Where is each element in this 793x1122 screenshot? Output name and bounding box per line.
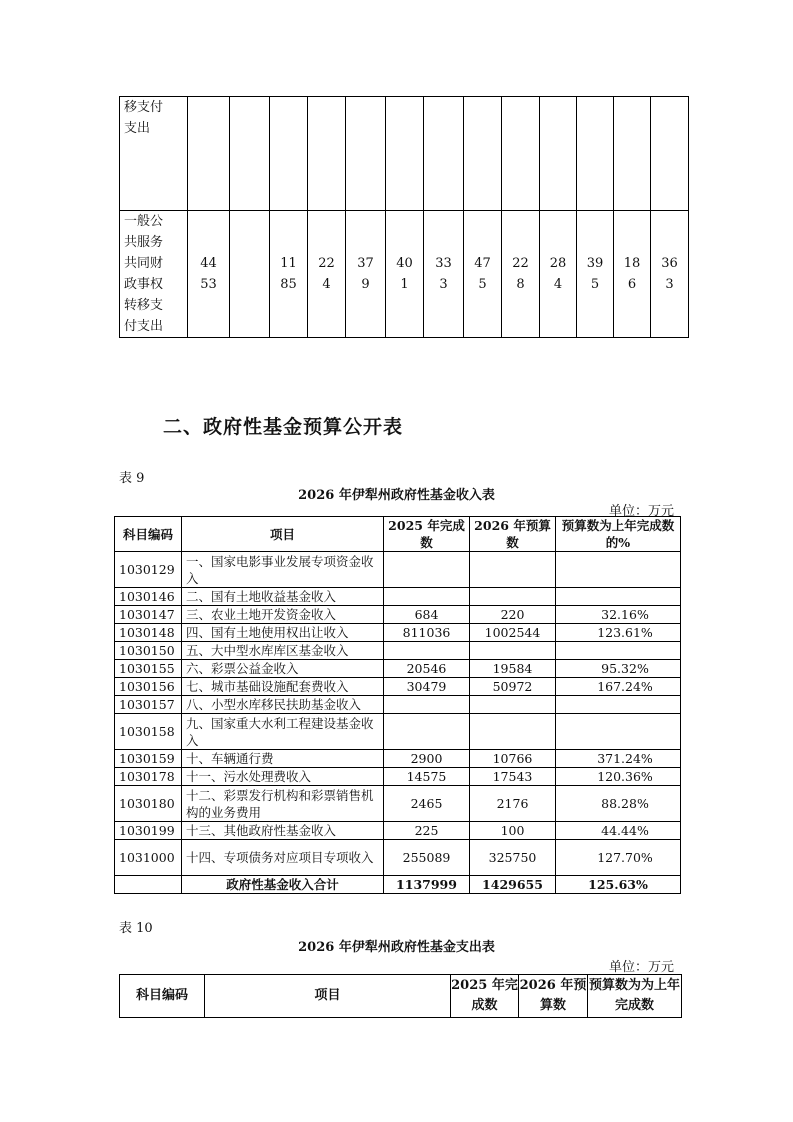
cell-value — [188, 97, 230, 211]
cell-value — [386, 211, 424, 338]
row-code: 1030180 — [115, 786, 182, 822]
row-budget-2026: 19584 — [470, 660, 556, 678]
total-code — [115, 876, 182, 894]
row-budget-2026: 220 — [470, 606, 556, 624]
table-row — [115, 840, 681, 876]
cell-value — [230, 211, 270, 338]
fund-expenditure-table — [119, 974, 682, 1018]
table-row — [115, 822, 681, 840]
cell-value — [346, 97, 386, 211]
row-item: 三、农业土地开发资金收入 — [182, 606, 384, 624]
row-name-text: 移支付支出 — [124, 100, 164, 136]
cell-value-text: 363 — [661, 256, 678, 292]
fund-revenue-table — [114, 516, 681, 894]
row-done-2025: 14575 — [384, 768, 470, 786]
table-row — [115, 660, 681, 678]
header-ratio: 预算数为为上年完成数 — [588, 975, 682, 1018]
row-ratio: 371.24% — [556, 750, 681, 768]
row-code: 1030147 — [115, 606, 182, 624]
row-ratio: 120.36% — [556, 768, 681, 786]
cell-value-text: 401 — [396, 256, 413, 292]
section-title: 二、政府性基金预算公开表 — [163, 416, 404, 438]
cell-value — [577, 211, 614, 338]
row-done-2025: 20546 — [384, 660, 470, 678]
row-budget-2026 — [470, 714, 556, 750]
cell-value — [424, 97, 464, 211]
cell-value — [464, 97, 502, 211]
row-ratio: 123.61% — [556, 624, 681, 642]
total-budget-2026: 1429655 — [470, 876, 556, 894]
row-code: 1030148 — [115, 624, 182, 642]
row-budget-2026: 17543 — [470, 768, 556, 786]
table-row — [115, 624, 681, 642]
cell-value-text: 228 — [512, 256, 529, 292]
row-budget-2026: 1002544 — [470, 624, 556, 642]
row-ratio: 88.28% — [556, 786, 681, 822]
cell-value — [386, 97, 424, 211]
cell-value — [270, 97, 308, 211]
row-item: 九、国家重大水利工程建设基金收入 — [182, 714, 384, 750]
row-ratio: 95.32% — [556, 660, 681, 678]
row-done-2025 — [384, 588, 470, 606]
cell-value-text: 1185 — [280, 256, 297, 292]
cell-value — [577, 97, 614, 211]
row-budget-2026 — [470, 696, 556, 714]
row-ratio — [556, 588, 681, 606]
row-budget-2026 — [470, 642, 556, 660]
row-code: 1030199 — [115, 822, 182, 840]
row-done-2025: 684 — [384, 606, 470, 624]
row-done-2025: 2900 — [384, 750, 470, 768]
cell-value — [308, 211, 346, 338]
table-row — [115, 606, 681, 624]
cell-value — [651, 97, 689, 211]
row-item: 十、车辆通行费 — [182, 750, 384, 768]
row-ratio — [556, 552, 681, 588]
row-item: 十二、彩票发行机构和彩票销售机构的业务费用 — [182, 786, 384, 822]
row-code: 1030146 — [115, 588, 182, 606]
cell-value — [540, 211, 577, 338]
row-ratio: 32.16% — [556, 606, 681, 624]
row-ratio — [556, 642, 681, 660]
row-item: 四、国有土地使用权出让收入 — [182, 624, 384, 642]
row-code: 1030129 — [115, 552, 182, 588]
table-row — [115, 786, 681, 822]
row-done-2025: 30479 — [384, 678, 470, 696]
row-code: 1030150 — [115, 642, 182, 660]
header-done-2025: 2025 年完成数 — [451, 975, 519, 1018]
row-code: 1031000 — [115, 840, 182, 876]
cell-value-text: 186 — [623, 256, 641, 292]
header-item: 项目 — [182, 517, 384, 552]
row-code: 1030156 — [115, 678, 182, 696]
cell-value — [424, 211, 464, 338]
cell-value — [614, 211, 651, 338]
table9-label: 表 9 — [119, 471, 145, 486]
total-label: 政府性基金收入合计 — [182, 876, 384, 894]
cell-value — [540, 97, 577, 211]
row-ratio — [556, 714, 681, 750]
cell-value — [464, 211, 502, 338]
cell-value-text: 379 — [357, 256, 374, 292]
table9-title: 2026 年伊犁州政府性基金收入表 — [298, 488, 495, 503]
cell-value — [346, 211, 386, 338]
header-code: 科目编码 — [115, 517, 182, 552]
cell-value — [188, 211, 230, 338]
table-row — [115, 768, 681, 786]
row-ratio: 44.44% — [556, 822, 681, 840]
row-done-2025 — [384, 714, 470, 750]
cell-value — [502, 211, 540, 338]
row-code: 1030159 — [115, 750, 182, 768]
header-item: 项目 — [205, 975, 451, 1018]
row-code: 1030157 — [115, 696, 182, 714]
row-done-2025 — [384, 552, 470, 588]
table-header-row — [115, 517, 681, 552]
row-item: 七、城市基础设施配套费收入 — [182, 678, 384, 696]
header-code: 科目编码 — [120, 975, 205, 1018]
row-done-2025: 255089 — [384, 840, 470, 876]
cell-value — [308, 97, 346, 211]
cell-value — [651, 211, 689, 338]
row-item: 二、国有土地收益基金收入 — [182, 588, 384, 606]
row-code: 1030158 — [115, 714, 182, 750]
row-budget-2026 — [470, 552, 556, 588]
continued-table — [119, 96, 689, 338]
table-row — [115, 714, 681, 750]
row-code: 1030178 — [115, 768, 182, 786]
row-item: 八、小型水库移民扶助基金收入 — [182, 696, 384, 714]
row-item: 十四、专项债务对应项目专项收入 — [182, 840, 384, 876]
row-budget-2026: 50972 — [470, 678, 556, 696]
table-row — [115, 750, 681, 768]
row-item: 十三、其他政府性基金收入 — [182, 822, 384, 840]
row-ratio: 167.24% — [556, 678, 681, 696]
total-done-2025: 1137999 — [384, 876, 470, 894]
cell-value-text: 224 — [318, 256, 335, 292]
row-budget-2026: 10766 — [470, 750, 556, 768]
row-done-2025: 811036 — [384, 624, 470, 642]
row-done-2025: 225 — [384, 822, 470, 840]
total-row — [115, 876, 681, 894]
row-item: 五、大中型水库库区基金收入 — [182, 642, 384, 660]
row-budget-2026: 325750 — [470, 840, 556, 876]
row-item: 六、彩票公益金收入 — [182, 660, 384, 678]
cell-value-text: 333 — [435, 256, 452, 292]
table-row — [115, 588, 681, 606]
total-ratio: 125.63% — [556, 876, 681, 894]
row-item: 十一、污水处理费收入 — [182, 768, 384, 786]
table-row — [115, 696, 681, 714]
cell-value — [614, 97, 651, 211]
table-header-row — [120, 975, 682, 1018]
cell-value — [270, 211, 308, 338]
cell-value-text: 395 — [586, 256, 604, 292]
table-row — [120, 211, 689, 338]
row-code: 1030155 — [115, 660, 182, 678]
table10-title: 2026 年伊犁州政府性基金支出表 — [298, 940, 495, 955]
table-row — [115, 678, 681, 696]
row-budget-2026: 100 — [470, 822, 556, 840]
header-done-2025: 2025 年完成数 — [384, 517, 470, 552]
row-budget-2026 — [470, 588, 556, 606]
row-budget-2026: 2176 — [470, 786, 556, 822]
table10-label: 表 10 — [119, 921, 153, 936]
row-name — [120, 97, 188, 211]
row-done-2025 — [384, 696, 470, 714]
header-ratio: 预算数为上年完成数的% — [556, 517, 681, 552]
header-budget-2026: 2026 年预算数 — [470, 517, 556, 552]
header-budget-2026: 2026 年预算数 — [519, 975, 588, 1018]
table-row — [120, 97, 689, 211]
row-name-text: 一般公共服务共同财政事权转移支付支出 — [124, 214, 164, 334]
table-row — [115, 642, 681, 660]
cell-value-text: 284 — [549, 256, 567, 292]
table10-unit: 单位：万元 — [608, 960, 674, 975]
cell-value-text: 4453 — [200, 256, 217, 292]
row-done-2025 — [384, 642, 470, 660]
row-name — [120, 211, 188, 338]
cell-value — [502, 97, 540, 211]
row-ratio: 127.70% — [556, 840, 681, 876]
row-ratio — [556, 696, 681, 714]
row-done-2025: 2465 — [384, 786, 470, 822]
cell-value-text: 475 — [474, 256, 491, 292]
table9-unit: 单位：万元 — [608, 504, 674, 519]
cell-value — [230, 97, 270, 211]
row-item: 一、国家电影事业发展专项资金收入 — [182, 552, 384, 588]
table-row — [115, 552, 681, 588]
